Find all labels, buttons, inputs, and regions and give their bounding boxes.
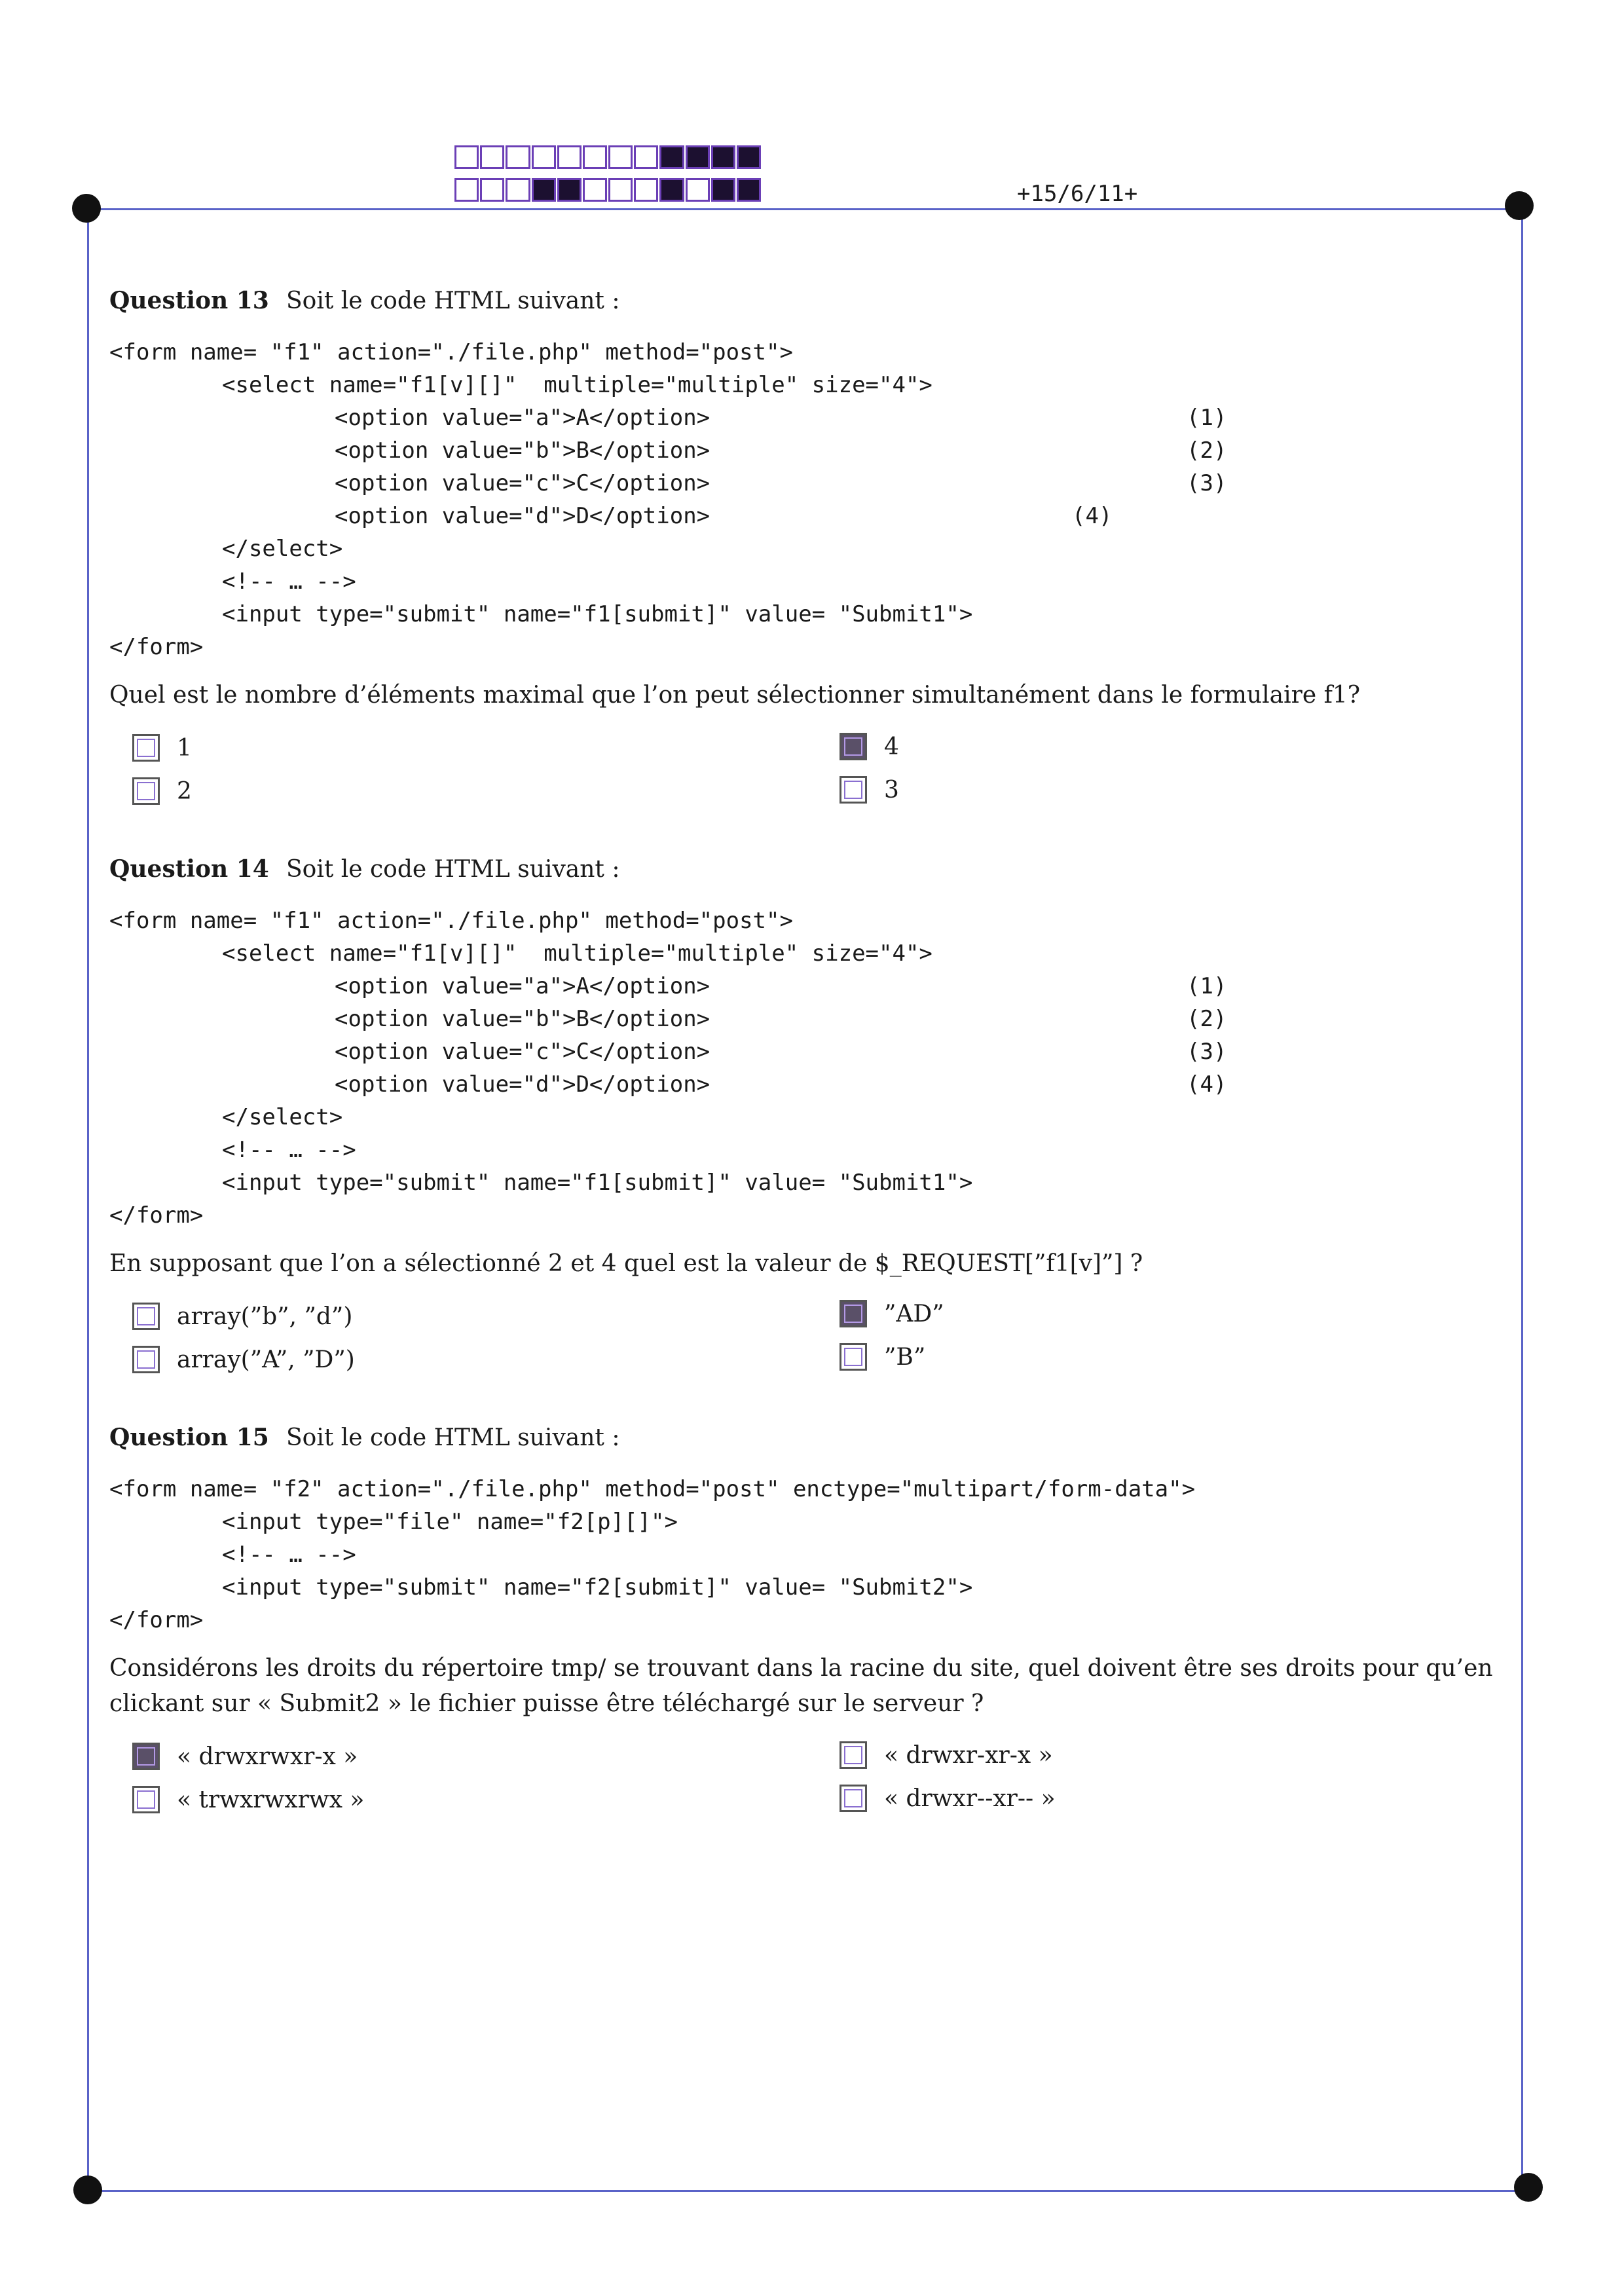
code-line bbox=[109, 1101, 1524, 1134]
barcode-cell bbox=[506, 178, 530, 202]
code-text: <option value="d">D</option> bbox=[335, 503, 710, 529]
barcode-cell bbox=[532, 145, 556, 169]
code-line bbox=[109, 904, 1524, 937]
frame-left-line bbox=[87, 208, 89, 2190]
barcode-cell bbox=[557, 178, 581, 202]
barcode-cell bbox=[480, 178, 504, 202]
question-15 bbox=[109, 1420, 1524, 1837]
code-text: <option value="a">A</option> bbox=[335, 973, 710, 999]
code-line bbox=[109, 565, 1524, 598]
answer-label: ”B” bbox=[884, 1343, 926, 1371]
barcode-row-1 bbox=[454, 145, 762, 169]
answer-checkbox[interactable] bbox=[840, 776, 867, 804]
corner-mark-top-right bbox=[1505, 191, 1534, 220]
code-line bbox=[109, 1571, 1524, 1604]
code-line bbox=[109, 467, 1524, 500]
code-block bbox=[109, 904, 1524, 1232]
barcode-cell bbox=[737, 145, 761, 169]
option-index-mark: (2) bbox=[1187, 437, 1227, 464]
barcode-cell bbox=[737, 178, 761, 202]
code-text: <!-- … --> bbox=[222, 1542, 356, 1568]
answer-label: « drwxr-xr-x » bbox=[884, 1741, 1053, 1769]
code-line bbox=[109, 1506, 1524, 1538]
code-text: <!-- … --> bbox=[222, 1137, 356, 1163]
code-text: </form> bbox=[109, 634, 204, 660]
barcode-cell bbox=[659, 178, 684, 202]
answer-option[interactable] bbox=[132, 1739, 358, 1774]
code-text: </select> bbox=[222, 536, 343, 562]
answer-option[interactable] bbox=[840, 1339, 925, 1375]
option-index-mark: (4) bbox=[1072, 503, 1113, 529]
code-line bbox=[109, 1068, 1524, 1101]
answer-label: ”AD” bbox=[884, 1300, 944, 1327]
barcode-cell bbox=[557, 145, 581, 169]
code-line bbox=[109, 1035, 1524, 1068]
code-line bbox=[109, 369, 1524, 401]
code-block bbox=[109, 1473, 1524, 1637]
barcode-row-2 bbox=[454, 178, 762, 202]
barcode-cell bbox=[454, 178, 479, 202]
answer-checkbox[interactable] bbox=[840, 1785, 867, 1812]
barcode-cell bbox=[686, 145, 710, 169]
code-block bbox=[109, 336, 1524, 663]
answer-checkbox[interactable] bbox=[840, 733, 867, 760]
code-line bbox=[109, 598, 1524, 631]
code-line bbox=[109, 336, 1524, 369]
barcode-cell bbox=[480, 145, 504, 169]
code-line bbox=[109, 1003, 1524, 1035]
answer-checkbox[interactable] bbox=[132, 1303, 160, 1330]
answer-checkbox[interactable] bbox=[132, 777, 160, 805]
code-text: </form> bbox=[109, 1202, 204, 1229]
code-text: <option value="a">A</option> bbox=[335, 405, 710, 431]
page-code: +15/6/11+ bbox=[1017, 181, 1138, 207]
answer-option[interactable] bbox=[840, 1781, 1056, 1816]
answer-label: 4 bbox=[884, 733, 899, 760]
question-intro: Soit le code HTML suivant : bbox=[286, 856, 620, 883]
code-text: <input type="submit" name="f1[submit]" value= "Submit1"> bbox=[222, 1170, 973, 1196]
option-index-mark: (3) bbox=[1187, 1039, 1227, 1065]
barcode-cell bbox=[608, 145, 633, 169]
answer-checkbox[interactable] bbox=[132, 1786, 160, 1813]
barcode-cell bbox=[532, 178, 556, 202]
code-line bbox=[109, 1166, 1524, 1199]
answer-checkbox[interactable] bbox=[840, 1741, 867, 1769]
code-line bbox=[109, 1604, 1524, 1637]
question-14 bbox=[109, 851, 1524, 1397]
question-intro: Soit le code HTML suivant : bbox=[286, 287, 620, 314]
option-index-mark: (1) bbox=[1187, 973, 1227, 999]
code-line bbox=[109, 1538, 1524, 1571]
code-line bbox=[109, 1473, 1524, 1506]
question-13 bbox=[109, 283, 1524, 828]
code-text: <!-- … --> bbox=[222, 568, 356, 595]
question-number: Question 15 bbox=[109, 1424, 269, 1451]
answer-checkbox[interactable] bbox=[840, 1300, 867, 1327]
answer-option[interactable] bbox=[840, 1296, 944, 1331]
code-line bbox=[109, 1199, 1524, 1232]
answer-option[interactable] bbox=[840, 772, 899, 807]
code-text: <form name= "f2" action="./file.php" method="post" enctype="multipart/form-data"> bbox=[109, 1476, 1196, 1502]
answer-checkbox[interactable] bbox=[132, 734, 160, 762]
answer-list bbox=[109, 1299, 1524, 1397]
code-line bbox=[109, 434, 1524, 467]
frame-bottom-line bbox=[88, 2190, 1529, 2192]
option-index-mark: (4) bbox=[1187, 1071, 1227, 1098]
answer-checkbox[interactable] bbox=[840, 1343, 867, 1371]
barcode-cell bbox=[711, 145, 735, 169]
answer-checkbox[interactable] bbox=[132, 1346, 160, 1373]
question-number: Question 14 bbox=[109, 855, 269, 883]
code-text: <select name="f1[v][]" multiple="multiple" size="4"> bbox=[222, 940, 932, 967]
barcode-cell bbox=[583, 178, 607, 202]
barcode-cell bbox=[506, 145, 530, 169]
code-line bbox=[109, 1134, 1524, 1166]
question-number: Question 13 bbox=[109, 287, 269, 314]
code-text: <input type="submit" name="f2[submit]" value= "Submit2"> bbox=[222, 1574, 973, 1601]
answer-option[interactable] bbox=[132, 773, 192, 809]
answer-option[interactable] bbox=[132, 1299, 352, 1334]
question-intro: Soit le code HTML suivant : bbox=[286, 1424, 620, 1451]
barcode-cell bbox=[711, 178, 735, 202]
option-index-mark: (1) bbox=[1187, 405, 1227, 431]
corner-mark-bottom-right bbox=[1514, 2173, 1543, 2202]
answer-label: « drwxr--xr-- » bbox=[884, 1785, 1056, 1812]
barcode-cell bbox=[608, 178, 633, 202]
code-text: <form name= "f1" action="./file.php" method="post"> bbox=[109, 908, 793, 934]
answer-label: 3 bbox=[884, 776, 899, 804]
option-index-mark: (3) bbox=[1187, 470, 1227, 496]
code-line bbox=[109, 532, 1524, 565]
answer-list bbox=[109, 1739, 1524, 1837]
answer-label: 2 bbox=[177, 777, 192, 805]
code-text: <option value="c">C</option> bbox=[335, 1039, 710, 1065]
code-text: <option value="b">B</option> bbox=[335, 437, 710, 464]
code-line bbox=[109, 970, 1524, 1003]
code-line bbox=[109, 937, 1524, 970]
barcode-cell bbox=[686, 178, 710, 202]
question-header bbox=[109, 851, 1524, 887]
corner-mark-top-left bbox=[72, 194, 101, 223]
answer-option[interactable] bbox=[840, 729, 899, 764]
answer-option[interactable] bbox=[840, 1737, 1053, 1773]
barcode-cell bbox=[634, 178, 658, 202]
barcode-cell bbox=[583, 145, 607, 169]
answer-list bbox=[109, 730, 1524, 828]
code-text: </select> bbox=[222, 1104, 343, 1130]
code-text: <option value="d">D</option> bbox=[335, 1071, 710, 1098]
answer-option[interactable] bbox=[132, 1342, 355, 1377]
question-header bbox=[109, 283, 1524, 319]
option-index-mark: (2) bbox=[1187, 1006, 1227, 1032]
code-text: <input type="submit" name="f1[submit]" value= "Submit1"> bbox=[222, 601, 973, 627]
code-line bbox=[109, 401, 1524, 434]
frame-top-line bbox=[88, 208, 1522, 210]
code-line bbox=[109, 500, 1524, 532]
answer-option[interactable] bbox=[132, 730, 192, 766]
answer-label: array(”A”, ”D”) bbox=[177, 1346, 355, 1373]
answer-label: « trwxrwxrwx » bbox=[177, 1786, 365, 1813]
code-text: <select name="f1[v][]" multiple="multiple" size="4"> bbox=[222, 372, 932, 398]
question-header bbox=[109, 1420, 1524, 1456]
answer-option[interactable] bbox=[132, 1782, 364, 1817]
question-prompt: Quel est le nombre d’éléments maximal que l’on peut sélectionner simultanément dans le formulaire f1? bbox=[109, 682, 1361, 709]
barcode-cell bbox=[454, 145, 479, 169]
code-text: <option value="b">B</option> bbox=[335, 1006, 710, 1032]
corner-mark-bottom-left bbox=[73, 2176, 102, 2204]
question-prompt: Considérons les droits du répertoire tmp/ se trouvant dans la racine du site, quel doivent être ses droits pour qu’en clickant sur « Submit2 » le fichier puisse être téléchargé sur le serveur ? bbox=[109, 1655, 1493, 1717]
barcode-cell bbox=[659, 145, 684, 169]
code-text: <option value="c">C</option> bbox=[335, 470, 710, 496]
answer-label: array(”b”, ”d”) bbox=[177, 1303, 353, 1330]
code-text: </form> bbox=[109, 1607, 204, 1633]
code-line bbox=[109, 631, 1524, 663]
answer-checkbox[interactable] bbox=[132, 1743, 160, 1770]
question-prompt: En supposant que l’on a sélectionné 2 et 4 quel est la valeur de $_REQUEST[”f1[v]”] ? bbox=[109, 1250, 1143, 1277]
answer-label: « drwxrwxr-x » bbox=[177, 1743, 358, 1770]
barcode-cell bbox=[634, 145, 658, 169]
code-text: <form name= "f1" action="./file.php" method="post"> bbox=[109, 339, 793, 365]
code-text: <input type="file" name="f2[p][]"> bbox=[222, 1509, 678, 1535]
answer-label: 1 bbox=[177, 734, 192, 762]
